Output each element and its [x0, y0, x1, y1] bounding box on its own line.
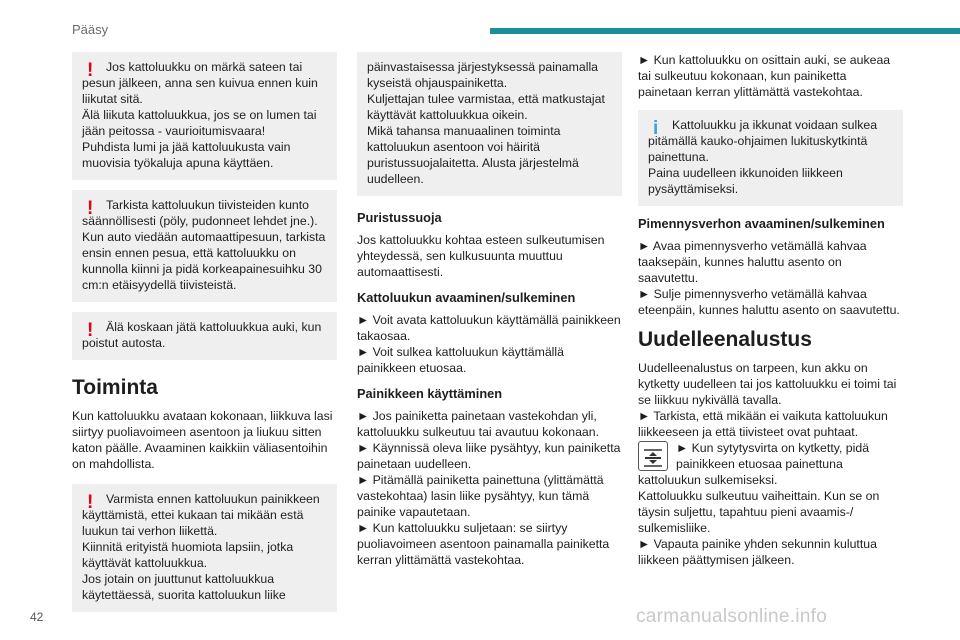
warning-box-continued	[357, 52, 622, 196]
warning-text: Älä koskaan jätä kattoluukkua auki, kun poistut autosta.	[82, 320, 322, 350]
paragraph: ► Avaa pimennysverho vetämällä kahvaa taaksepäin, kunnes haluttu asento on saavutettu. ► Sulje pimennysverho vetämällä kahvaa eteenpäin, kunnes haluttu asento on saavutettu.	[638, 239, 900, 317]
heading-uudelleenalustus: Uudelleenalustus	[638, 328, 812, 351]
page-number: 42	[30, 610, 44, 624]
info-icon: i	[653, 118, 659, 139]
warning-text: Tarkista kattoluukun tiivisteiden kunto säännöllisesti (pöly, pudonneet lehdet jne.). Kun auto viedään automaattipesuun, tarkista ensin ennen pesua, että kattoluukku on kunnolla kiinni ja pidä korkeapainesuihku 30 cm:n etäisyydellä tiivisteistä.	[82, 198, 326, 292]
paragraph: ► Voit avata kattoluukun käyttämällä painikkeen takaosaa. ► Voit sulkea kattoluukun käyttämällä painikkeen etuosaa.	[357, 313, 621, 375]
warning-icon: !	[87, 60, 94, 81]
heading-painikkeen-kayttaminen: Painikkeen käyttäminen	[357, 386, 503, 401]
heading-avaaminen: Kattoluukun avaaminen/sulkeminen	[357, 290, 576, 305]
warning-text: päinvastaisessa järjestyksessä painamalla kyseistä ohjauspainiketta. Kuljettajan tulee varmistaa, että matkustajat käyttävät kattoluukkua oikein. Mikä tahansa manuaalinen toiminta kattoluukun asentoon voi häiritä puristussuojalaitetta. Alusta järjestelmä uudelleen.	[367, 60, 605, 186]
warning-text: Jos kattoluukku on märkä sateen tai pesun jälkeen, anna sen kuivua ennen kuin liikutat sitä. Älä liikuta kattoluukkua, jos se on lumen tai jään peitossa - vaurioitumisvaara! Puhdista lumi ja jää kattoluukusta vain muovisia työkaluja apuna käyttäen.	[82, 60, 318, 170]
info-box	[638, 110, 903, 206]
paragraph: Jos kattoluukku kohtaa esteen sulkeutumisen yhteydessä, sen kulkusuunta muuttuu automaattisesti.	[357, 233, 605, 279]
watermark: carmanualsonline.info	[636, 606, 828, 627]
column-right	[638, 52, 903, 574]
paragraph: Kun kattoluukku avataan kokonaan, liikkuva lasi siirtyy puoliavoimeen asentoon ja liukuu sitten katon päälle. Avaaminen kaikkiin väliasentoihin on mahdollista.	[72, 409, 333, 471]
icon-step	[638, 440, 903, 472]
warning-box	[72, 52, 337, 180]
warning-icon: !	[87, 492, 94, 513]
heading-pimennysverho: Pimennysverhon avaaminen/sulkeminen	[638, 216, 885, 231]
heading-toiminta: Toiminta	[72, 376, 158, 399]
paragraph: ► Jos painiketta painetaan vastekohdan yli, kattoluukku sulkeutuu tai avautuu kokonaan. ► Käynnissä oleva liike pysähtyy, kun painiketta painetaan uudelleen. ► Pitämällä painiketta painettuna (ylittämättä vastekohtaa) lasin liike pysähtyy, kun tämä painike vapautetaan. ► Kun kattoluukku suljetaan: se siirtyy puoliavoimeen asentoon painamalla painiketta kerran ylittämättä vastekohtaa.	[357, 409, 621, 567]
column-middle	[357, 52, 622, 574]
paragraph: Uudelleenalustus on tarpeen, kun akku on kytketty uudelleen tai jos kattoluukku ei toimi tai se liikkuu nykivällä tavalla. ► Tarkista, että mikään ei vaikuta kattoluukun liikkeeseen ja että tiivisteet ovat puhtaat.	[638, 361, 897, 439]
warning-box	[72, 312, 337, 360]
info-text: Kattoluukku ja ikkunat voidaan sulkea pitämällä kauko-ohjaimen lukituskytkintä painettuna. Paina uudelleen ikkunoiden liikkeen pysäyttämiseksi.	[648, 118, 878, 196]
warning-text: Varmista ennen kattoluukun painikkeen käyttämistä, ettei kukaan tai mikään estä luukun tai verhon liikettä. Kiinnitä erityistä huomiota lapsiin, jotka käyttävät kattoluukkua. Jos jotain on juuttunut kattoluukkua käytettäessä, suorita kattoluukun liike	[82, 492, 320, 602]
paragraph: ► Kun sytytysvirta on kytketty, pidä painikkeen etuosaa painettuna	[676, 441, 870, 471]
warning-box	[72, 190, 337, 302]
warning-icon: !	[87, 320, 94, 341]
warning-box	[72, 484, 337, 612]
header-accent-bar	[490, 28, 960, 34]
column-left	[72, 52, 337, 622]
paragraph: ► Kun kattoluukku on osittain auki, se aukeaa tai sulkeutuu kokonaan, kun painiketta painetaan kerran ylittämättä vastekohtaa.	[638, 53, 891, 99]
warning-icon: !	[87, 198, 94, 219]
heading-puristussuoja: Puristussuoja	[357, 210, 442, 225]
sunroof-button-icon	[638, 441, 668, 471]
paragraph: kattoluukun sulkemiseksi. Kattoluukku sulkeutuu vaiheittain. Kun se on täysin suljettu, tapahtuu pieni avaamis-/ sulkemisliike. ► Vapauta painike yhden sekunnin kuluttua liikkeen päättymisen jälkeen.	[638, 473, 880, 567]
section-label: Pääsy	[72, 22, 109, 37]
